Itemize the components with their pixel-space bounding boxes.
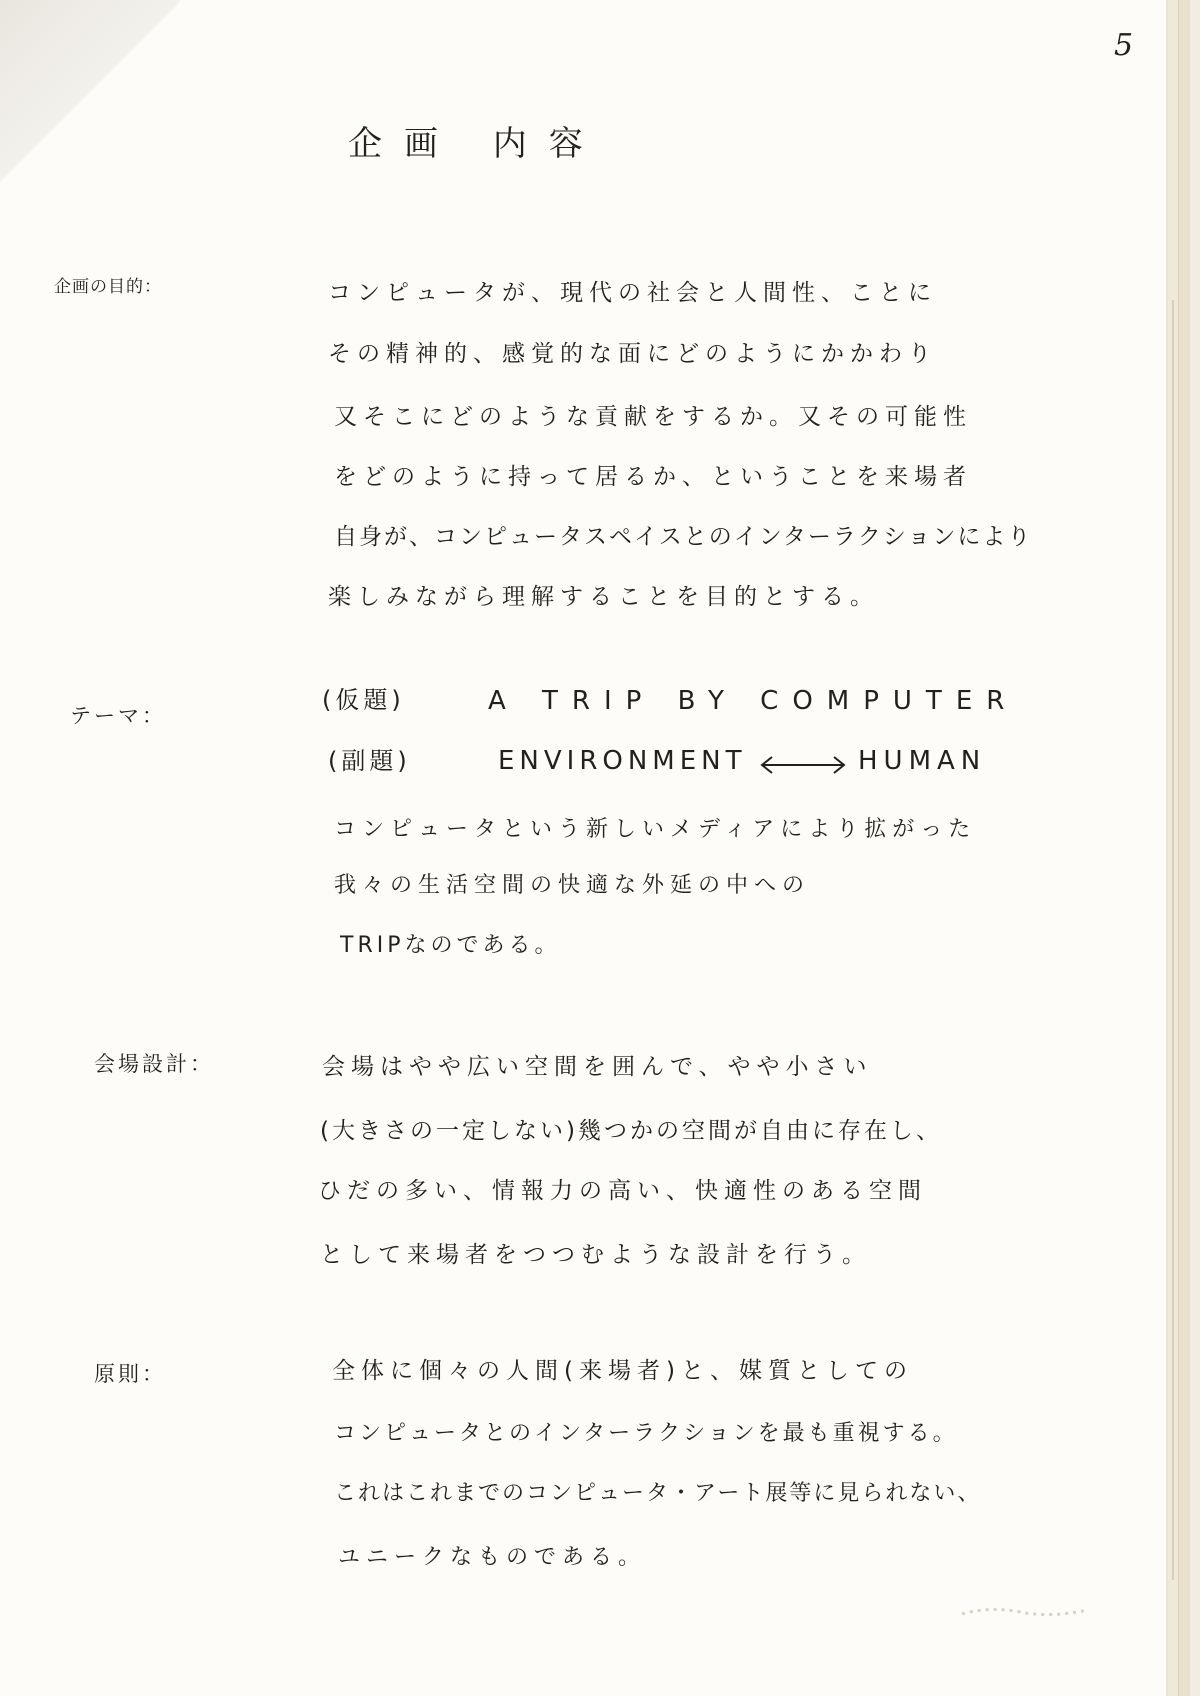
margin-line — [1172, 300, 1174, 1580]
theme-line: 我々の生活空間の快適な外延の中への — [334, 873, 811, 898]
page-number: 5 — [1114, 28, 1134, 63]
double-arrow-icon — [758, 752, 848, 778]
purpose-line: 楽しみながら理解することを目的とする。 — [328, 584, 879, 610]
principle-line: コンピュータとのインターラクションを最も重視する。 — [334, 1421, 958, 1446]
tentative-title-label: (仮題) — [322, 686, 405, 714]
theme-line: TRIPなのである。 — [340, 933, 561, 958]
venue-line: として来場者をつつむような設計を行う。 — [320, 1242, 871, 1268]
purpose-line: 自身が、コンピュータスペイスとのインターラクションにより — [334, 524, 1033, 550]
purpose-line: 又そこにどのような貢献をするか。又その可能性 — [334, 404, 972, 430]
paper-smudge — [960, 1600, 1090, 1622]
purpose-line: コンピュータが、現代の社会と人間性、ことに — [328, 280, 937, 306]
purpose-line: その精神的、感覚的な面にどのようにかかわり — [328, 341, 937, 367]
venue-line: ひだの多い、情報力の高い、快適性のある空間 — [318, 1178, 927, 1204]
folded-corner — [0, 0, 180, 220]
principle-line: 全体に個々の人間(来場者)と、媒質としての — [332, 1358, 913, 1384]
principle-label: 原則： — [94, 1362, 166, 1386]
page-title: 企画 内容 — [348, 124, 605, 164]
page-edge — [1190, 0, 1200, 1696]
theme-label: テーマ： — [70, 704, 166, 728]
theme-line: コンピュータという新しいメディアにより拡がった — [334, 817, 977, 842]
venue-line: (大きさの一定しない)幾つかの空間が自由に存在し、 — [320, 1118, 942, 1144]
subtitle-left: ENVIRONMENT — [498, 746, 747, 776]
purpose-line: をどのように持って居るか、ということを来場者 — [334, 464, 972, 490]
subtitle-label: (副題) — [328, 747, 411, 775]
tentative-title: A TRIP BY COMPUTER — [488, 686, 1019, 716]
principle-line: これはこれまでのコンピュータ・アート展等に見られない、 — [334, 1481, 982, 1506]
purpose-label: 企画の目的： — [54, 277, 162, 297]
subtitle-right: HUMAN — [858, 746, 987, 776]
venue-line: 会場はやや広い空間を囲んで、やや小さい — [322, 1054, 873, 1080]
venue-label: 会場設計： — [94, 1052, 214, 1076]
principle-line: ユニークなものである。 — [338, 1545, 647, 1570]
